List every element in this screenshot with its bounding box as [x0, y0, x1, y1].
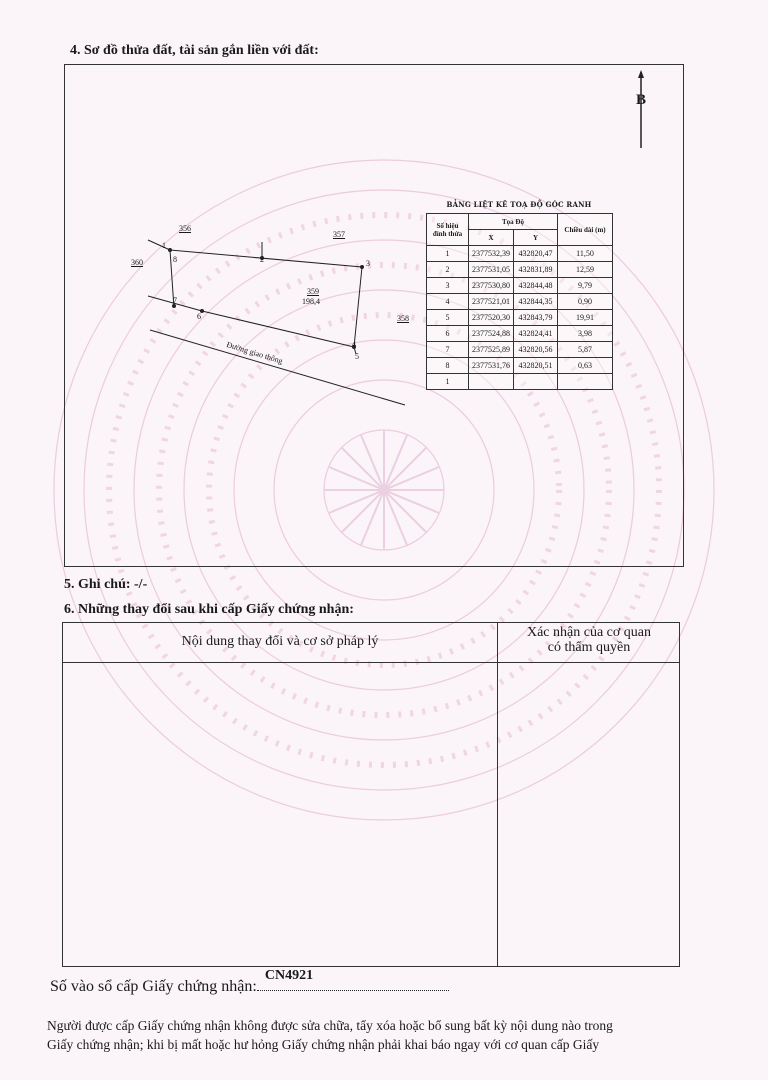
vertex-label: 1	[162, 241, 166, 250]
coordinate-row	[427, 294, 613, 310]
section-5-title: 5. Ghi chú: -/-	[64, 577, 148, 592]
neighbor-label: 357	[333, 230, 345, 239]
changes-table-divider	[497, 623, 498, 966]
coordinate-table-block	[426, 200, 612, 390]
compass-label: B	[636, 92, 647, 108]
coordinate-cell-len: 19,91	[558, 310, 613, 326]
vertex-label: 6	[197, 312, 201, 321]
coordinate-row	[427, 278, 613, 294]
registration-label: Số vào sổ cấp Giấy chứng nhận:	[50, 978, 257, 995]
coordinate-cell-x: 2377525,89	[469, 342, 514, 358]
coordinate-cell-y: 432843,79	[514, 310, 558, 326]
coordinate-table	[426, 213, 613, 390]
coordinate-row	[427, 262, 613, 278]
vertex-label: 2	[260, 255, 264, 264]
notice-line: Giấy chứng nhận; khi bị mất hoặc hư hỏng Giấy chứng nhận phải khai báo ngay với cơ quan cấp Giấy	[47, 1037, 600, 1052]
parcel-area: 198,4	[302, 297, 320, 306]
changes-table	[62, 622, 680, 967]
notice-line: Người được cấp Giấy chứng nhận không được sửa chữa, tẩy xóa hoặc bổ sung bất kỳ nội dung nào trong	[47, 1018, 613, 1033]
coordinate-cell-y: 432824,41	[514, 326, 558, 342]
coordinate-cell-y: 432820,47	[514, 246, 558, 262]
neighbor-label: 360	[131, 258, 143, 267]
coordinate-cell-id: 1	[427, 246, 469, 262]
coordinate-cell-id: 8	[427, 358, 469, 374]
coordinate-cell-len: 5,87	[558, 342, 613, 358]
coordinate-cell-y: 432844,48	[514, 278, 558, 294]
coordinate-table-title: BẢNG LIỆT KÊ TOẠ ĐỘ GÓC RANH	[446, 200, 592, 209]
registration-code: CN4921	[264, 968, 314, 983]
coordinate-row	[427, 310, 613, 326]
coordinate-row	[427, 374, 613, 390]
coordinate-cell-y: 432820,51	[514, 358, 558, 374]
coordinate-cell-y	[514, 374, 558, 390]
coordinate-cell-id: 4	[427, 294, 469, 310]
coordinate-cell-id: 5	[427, 310, 469, 326]
coordinate-cell-x	[469, 374, 514, 390]
coordinate-row	[427, 342, 613, 358]
coordinate-cell-y: 432844,35	[514, 294, 558, 310]
neighbor-label: 358	[397, 314, 409, 323]
coordinate-cell-y: 432820,56	[514, 342, 558, 358]
x-header: X	[469, 230, 514, 246]
coordinate-cell-len: 3,98	[558, 326, 613, 342]
vertex-label: 3	[366, 259, 370, 268]
coordinate-cell-id: 3	[427, 278, 469, 294]
vertex-label: 7	[173, 296, 177, 305]
coordinate-cell-x: 2377524,88	[469, 326, 514, 342]
coordinate-cell-y: 432831,89	[514, 262, 558, 278]
changes-confirmation-header: Xác nhận của cơ quan có thẩm quyền	[526, 625, 651, 655]
registration-dotted-field	[257, 968, 449, 991]
coordinate-cell-len: 11,50	[558, 246, 613, 262]
north-arrow-icon	[636, 70, 656, 150]
section-4-title: 4. Sơ đồ thửa đất, tài sản gắn liền với đất:	[70, 43, 319, 58]
vertex-header: Số hiệu đỉnh thửa	[427, 214, 469, 246]
coordinate-cell-x: 2377531,76	[469, 358, 514, 374]
parcel-number: 359	[307, 287, 319, 296]
coordinate-cell-len	[558, 374, 613, 390]
coordinate-cell-id: 2	[427, 262, 469, 278]
coordinate-cell-id: 6	[427, 326, 469, 342]
registration-number-line	[50, 968, 449, 996]
changes-content-header: Nội dung thay đổi và cơ sở pháp lý	[181, 634, 379, 649]
coordinate-cell-x: 2377532,39	[469, 246, 514, 262]
parcel-sketch	[140, 230, 420, 410]
coordinate-cell-len: 12,59	[558, 262, 613, 278]
length-header: Chiều dài (m)	[558, 214, 613, 246]
coordinate-cell-x: 2377521,01	[469, 294, 514, 310]
coordinate-cell-len: 0,63	[558, 358, 613, 374]
coordinate-cell-x: 2377520,30	[469, 310, 514, 326]
vertex-label: 5	[355, 352, 359, 361]
coordinate-cell-id: 7	[427, 342, 469, 358]
coordinate-cell-id: 1	[427, 374, 469, 390]
coordinate-row	[427, 358, 613, 374]
coordinate-cell-len: 0,90	[558, 294, 613, 310]
coord-header: Tọa Độ	[469, 214, 558, 230]
coordinate-row	[427, 246, 613, 262]
vertex-label: 4	[352, 340, 356, 349]
coordinate-cell-len: 9,79	[558, 278, 613, 294]
coordinate-cell-x: 2377531,05	[469, 262, 514, 278]
neighbor-label: 356	[179, 224, 191, 233]
y-header: Y	[514, 230, 558, 246]
coordinate-row	[427, 326, 613, 342]
road-label: Đường giao thông	[225, 340, 284, 366]
notice-text	[47, 1016, 707, 1054]
vertex-label: 8	[173, 255, 177, 264]
coordinate-cell-x: 2377530,80	[469, 278, 514, 294]
section-6-title: 6. Những thay đổi sau khi cấp Giấy chứng nhận:	[64, 602, 354, 617]
